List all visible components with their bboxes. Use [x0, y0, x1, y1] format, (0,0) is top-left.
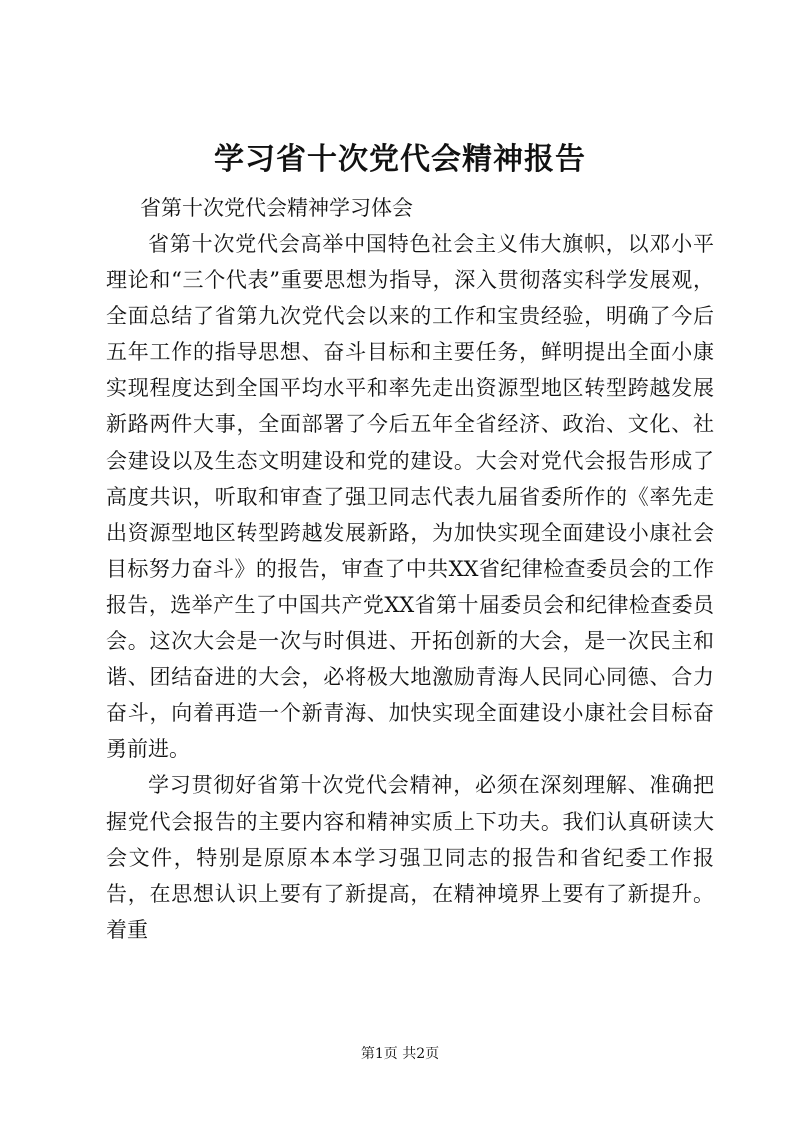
body-paragraph: 省第十次党代会高举中国特色社会主义伟大旗帜，以邓小平理论和“三个代表”重要思想为指导，深入贯彻落实科学发展观，全面总结了省第九次党代会以来的工作和宝贵经验，明确了今后五年工作的指导思想、奋斗目标和主要任务，鲜明提出全面小康实现程度达到全国平均水平和率先走出资源型地区转型跨越发展新路两件大事，全面部署了今后五年全省经济、政治、文化、社会建设以及生态文明建设和党的建设。大会对党代会报告形成了高度共识，听取和审查了强卫同志代表九届省委所作的《率先走出资源型地区转型跨越发展新路，为加快实现全面建设小康社会目标努力奋斗》的报告，审查了中共XX省纪律检查委员会的工作报告，选举产生了中国共产党XX省第十届委员会和纪律检查委员会。这次大会是一次与时俱进、开拓创新的大会，是一次民主和谐、团结奋进的大会，必将极大地激励青海人民同心同德、合力奋斗，向着再造一个新青海、加快实现全面建设小康社会目标奋勇前进。: [106, 232, 714, 762]
document-title: 学习省十次党代会精神报告: [214, 142, 586, 177]
page-number: 第1页 共2页: [360, 1046, 440, 1062]
document-subtitle: 省第十次党代会精神学习体会: [140, 196, 413, 220]
document-body: [106, 226, 714, 948]
body-paragraph: 学习贯彻好省第十次党代会精神，必须在深刻理解、准确把握党代会报告的主要内容和精神实质上下功夫。我们认真研读大会文件，特别是原原本本学习强卫同志的报告和省纪委工作报告，在思想认识上要有了新提高，在精神境界上要有了新提升。着重: [106, 773, 714, 942]
